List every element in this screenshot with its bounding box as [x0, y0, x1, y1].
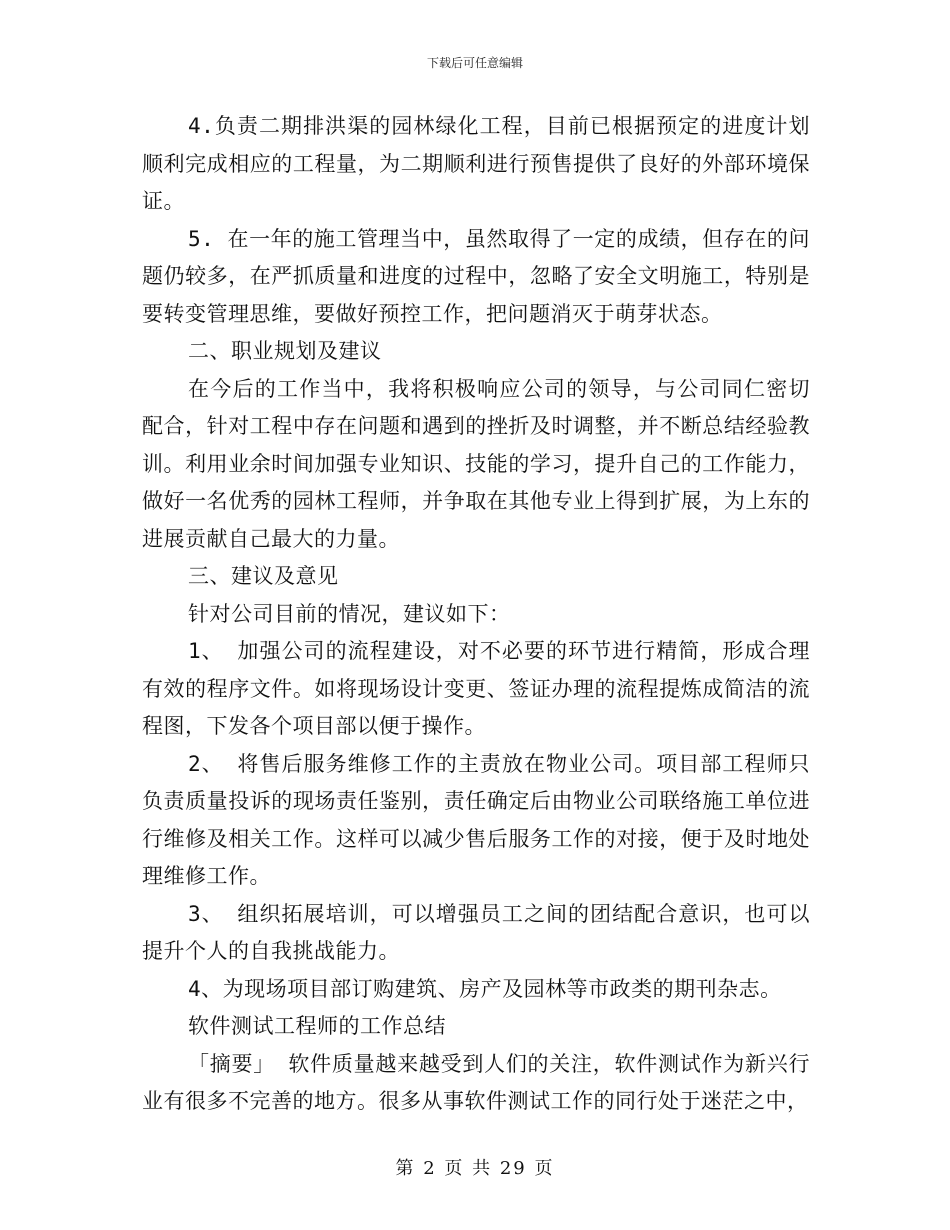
- paragraph-item-4: 4.负责二期排洪渠的园林绿化工程，目前已根据预定的进度计划顺利完成相应的工程量，为二期顺利进行预售提供了良好的外部环境保证。: [142, 114, 810, 213]
- suggestion-item-1: 1、 加强公司的流程建设，对不必要的环节进行精简，形成合理有效的程序文件。如将现场设计变更、签证办理的流程提炼成简洁的流程图，下发各个项目部以便于操作。: [142, 639, 810, 738]
- suggestion-item-3: 3、 组织拓展培训，可以增强员工之间的团结配合意识，也可以提升个人的自我挑战能力。: [142, 901, 810, 963]
- page-number-footer: 第 2 页 共 29 页: [395, 1158, 555, 1179]
- suggestion-item-4: 4、为现场项目部订购建筑、房产及园林等市政类的期刊杂志。: [188, 976, 782, 1001]
- section-heading-career-plan: 二、职业规划及建议: [188, 339, 382, 363]
- paragraph-career-plan: 在今后的工作当中，我将积极响应公司的领导，与公司同仁密切配合，针对工程中存在问题和遇到的挫折及时调整，并不断总结经验教训。利用业余时间加强专业知识、技能的学习，提升自己的工作能力，做好一名优秀的园林工程师，并争取在其他专业上得到扩展，为上东的进展贡献自己最大的力量。: [142, 376, 810, 551]
- article-title: 软件测试工程师的工作总结: [188, 1014, 446, 1038]
- paragraph-item-5: 5. 在一年的施工管理当中，虽然取得了一定的成绩，但存在的问题仍较多，在严抓质量和进度的过程中，忽略了安全文明施工，特别是要转变管理思维，要做好预控工作，把问题消灭于萌芽状态。: [142, 226, 810, 326]
- suggestion-item-2: 2、 将售后服务维修工作的主责放在物业公司。项目部工程师只负责质量投诉的现场责任鉴别，责任确定后由物业公司联络施工单位进行维修及相关工作。这样可以减少售后服务工作的对接，便于及时地处理维修工作。: [142, 751, 810, 888]
- section-heading-suggestions: 三、建议及意见: [188, 564, 339, 588]
- paragraph-suggestions-intro: 针对公司目前的情况，建议如下：: [188, 601, 511, 626]
- document-body: [142, 108, 810, 1121]
- page-header: 下载后可任意编辑: [426, 56, 523, 70]
- paragraph-abstract: 「摘要」 软件质量越来越受到人们的关注，软件测试作为新兴行业有很多不完善的地方。很多从事软件测试工作的同行处于迷茫之中，: [142, 1051, 810, 1113]
